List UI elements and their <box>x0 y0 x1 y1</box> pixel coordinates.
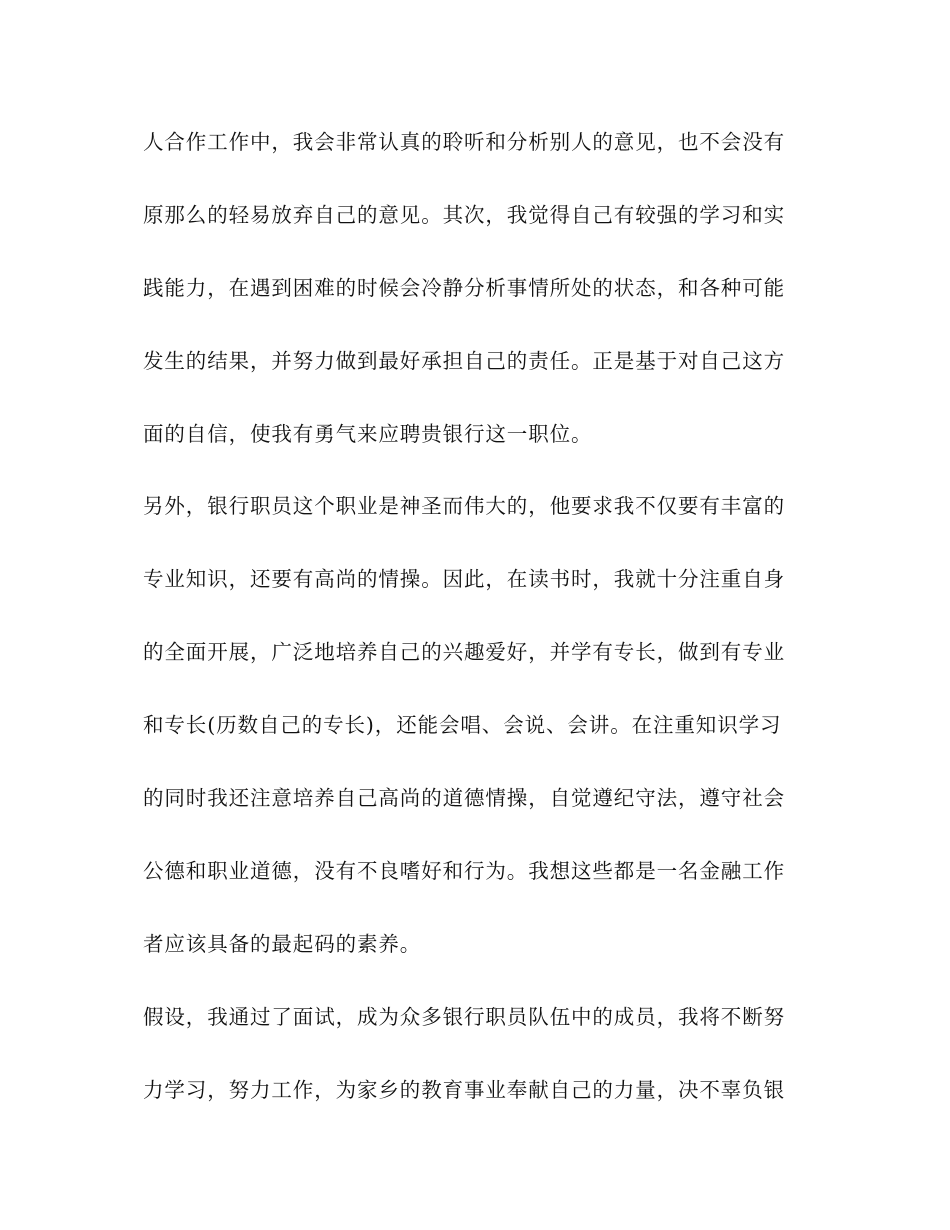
text-line: 原那么的轻易放弃自己的意见。其次，我觉得自己有较强的学习和实 <box>143 202 785 227</box>
text-line: 另外，银行职员这个职业是神圣而伟大的，他要求我不仅要有丰富的 <box>143 494 785 519</box>
text-line: 力学习，努力工作，为家乡的教育事业奉献自己的力量，决不辜负银 <box>143 1077 785 1102</box>
text-line: 践能力，在遇到困难的时候会冷静分析事情所处的状态，和各种可能 <box>143 275 785 300</box>
text-line: 公德和职业道德，没有不良嗜好和行为。我想这些都是一名金融工作 <box>143 858 785 883</box>
text-line: 的全面开展，广泛地培养自己的兴趣爱好，并学有专长，做到有专业 <box>143 640 785 665</box>
text-line: 专业知识，还要有高尚的情操。因此，在读书时，我就十分注重自身 <box>143 567 785 592</box>
body-text <box>143 122 803 1142</box>
text-line: 面的自信，使我有勇气来应聘贵银行这一职位。 <box>143 421 593 446</box>
text-line: 假设，我通过了面试，成为众多银行职员队伍中的成员，我将不断努 <box>143 1004 785 1029</box>
text-line: 发生的结果，并努力做到最好承担自己的责任。正是基于对自己这方 <box>143 348 785 373</box>
text-line: 和专长(历数自己的专长)，还能会唱、会说、会讲。在注重知识学习 <box>143 713 782 738</box>
text-line: 人合作工作中，我会非常认真的聆听和分析别人的意见，也不会没有 <box>143 130 785 154</box>
text-line: 者应该具备的最起码的素养。 <box>143 931 422 956</box>
text-line: 的同时我还注意培养自己高尚的道德情操，自觉遵纪守法，遵守社会 <box>143 786 785 811</box>
